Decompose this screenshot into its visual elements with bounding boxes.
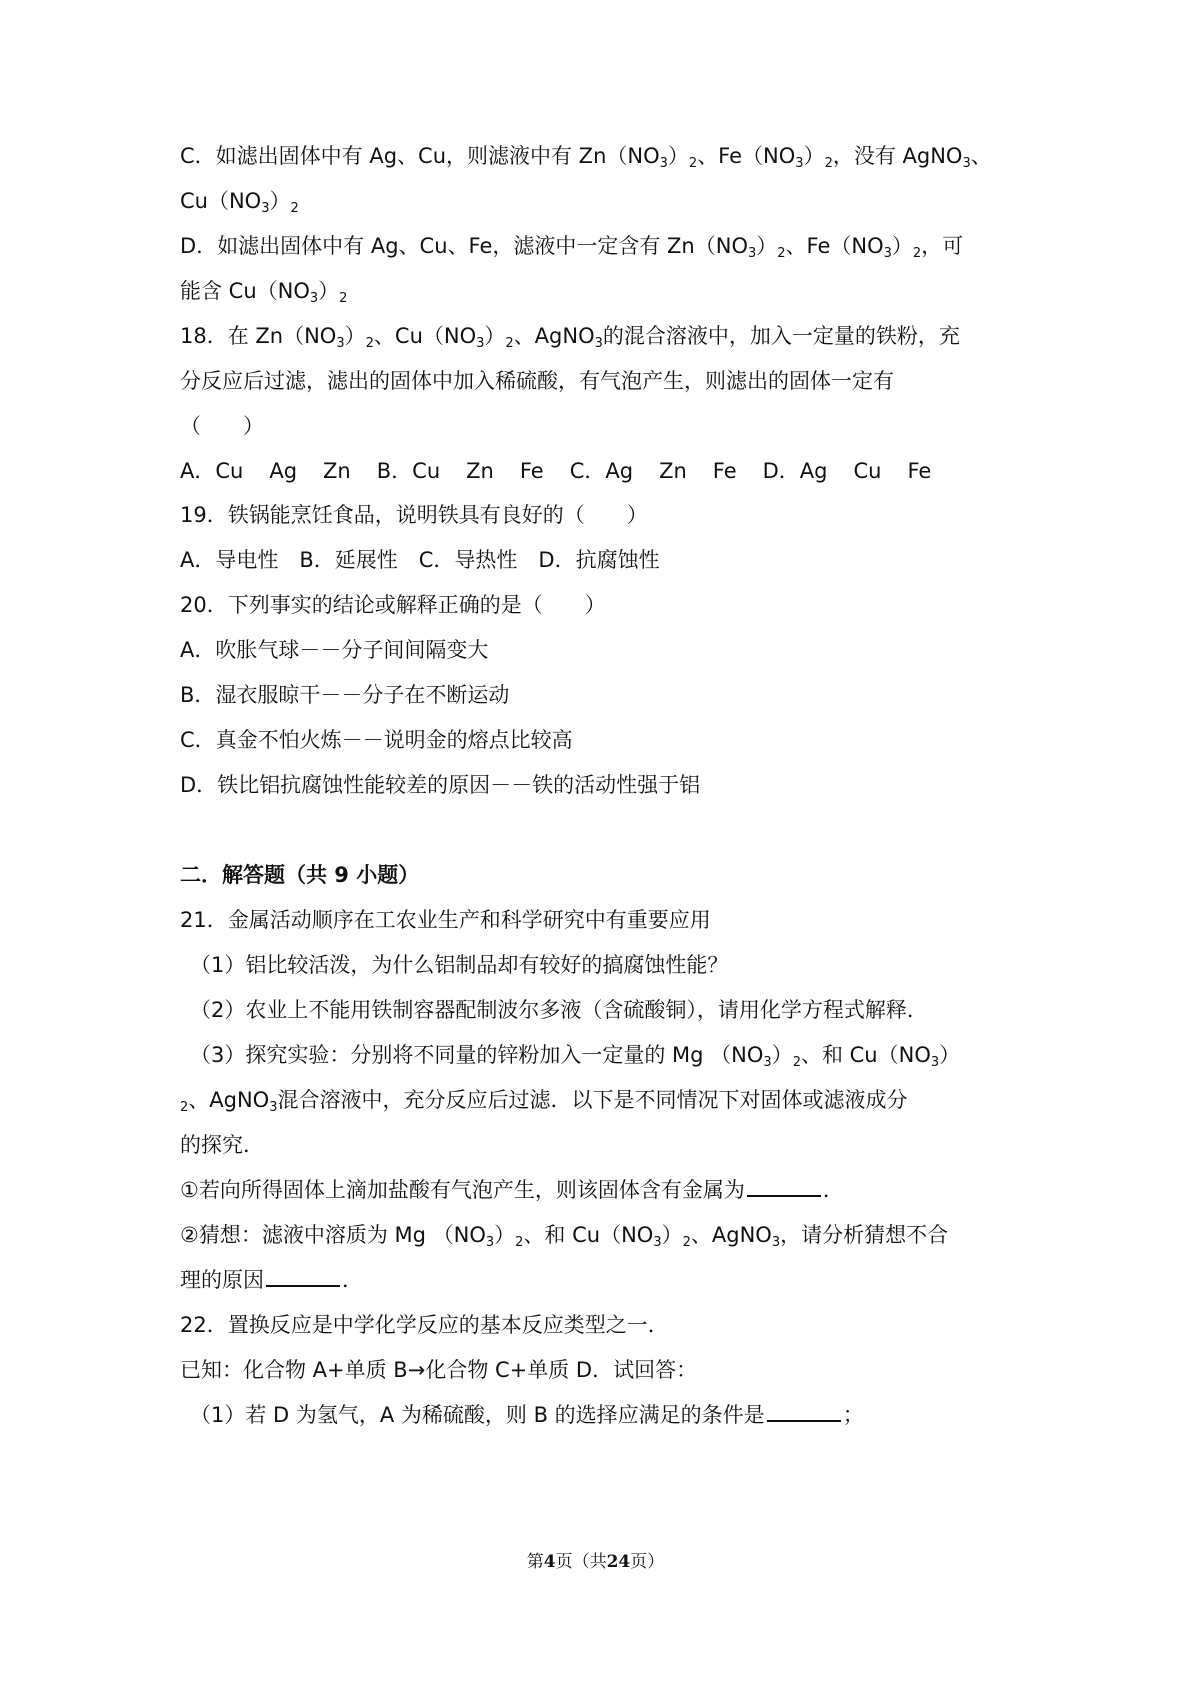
q20-option-b: B．湿衣服晾干－－分子在不断运动 xyxy=(180,683,510,707)
q21-part3-line1: （3）探究实验：分别将不同量的锌粉加入一定量的 Mg $(NO_3)_2$、和 $Cu(NO_3)$ xyxy=(190,1043,961,1070)
section-heading: 二．解答题（共 9 小题） xyxy=(180,863,420,887)
q18-opt: Zn xyxy=(323,459,351,483)
q18-stem-line2: 分反应后过滤，滤出的固体中加入稀硫酸，有气泡产生，则滤出的固体一定有 xyxy=(180,369,894,393)
q18-opt: Ag xyxy=(269,459,298,483)
q22-stem: 22．置换反应是中学化学反应的基本反应类型之一． xyxy=(180,1313,669,1337)
q20-stem: 20．下列事实的结论或解释正确的是（ ） xyxy=(180,593,606,617)
q18-opt: Fe xyxy=(907,459,932,483)
page-total: 24 xyxy=(606,1552,631,1572)
q21-sub2-line1: ②猜想：滤液中溶质为 Mg $(NO_3)_2$、和 $Cu(NO_3)_2$、AgNO$_3$，请分析猜想不合 xyxy=(180,1223,949,1250)
q17-option-d-line1: D．如滤出固体中有 Ag、Cu、Fe，滤液中一定含有 $Zn(NO_3)_2$、$Fe(NO_3)_2$，可 xyxy=(180,234,964,261)
answer-blank[interactable] xyxy=(767,1402,841,1422)
q20-option-c: C．真金不怕火炼－－说明金的熔点比较高 xyxy=(180,728,573,752)
page-number: 4 xyxy=(543,1552,556,1572)
q17-option-c-line1: C．如滤出固体中有 Ag、Cu，则滤液中有 $Zn(NO_3)_2$、$Fe(NO_3)_2$，没有 AgNO$_3$、 xyxy=(180,144,992,171)
q18-opt: Fe xyxy=(519,459,544,483)
q21-stem: 21．金属活动顺序在工农业生产和科学研究中有重要应用 xyxy=(180,908,711,932)
q18-opt: A．Cu xyxy=(180,459,244,483)
q21-sub1: ①若向所得固体上滴加盐酸有气泡产生，则该固体含有金属为 ． xyxy=(180,1178,844,1202)
q17-option-c-line2: $Cu(NO_3)_2$ xyxy=(180,189,299,216)
q21-part3-line3: 的探究． xyxy=(180,1133,264,1157)
q18-opt: C．Ag xyxy=(569,459,634,483)
q18-options xyxy=(180,457,957,485)
q18-stem-line1: 18．在 $Zn(NO_3)_2$、$Cu(NO_3)_2$、AgNO$_3$的混合溶液中，加入一定量的铁粉，充 xyxy=(180,324,960,351)
q18-stem-line3: （ ） xyxy=(180,414,264,438)
answer-blank[interactable] xyxy=(266,1267,340,1287)
q20-option-a: A．吹胀气球－－分子间间隔变大 xyxy=(180,638,489,662)
q21-part3-line2: $_2$、AgNO$_3$混合溶液中，充分反应后过滤．以下是不同情况下对固体或滤液成分 xyxy=(180,1088,908,1115)
page-footer: 第4页（共24页） xyxy=(526,1552,665,1572)
q18-opt: B．Cu xyxy=(376,459,441,483)
q17-option-d-line2: 能含 $Cu(NO_3)_2$ xyxy=(180,279,348,306)
q18-opt: Zn xyxy=(659,459,687,483)
answer-blank[interactable] xyxy=(747,1177,821,1197)
q19-options: A．导电性 B．延展性 C．导热性 D．抗腐蚀性 xyxy=(180,548,660,572)
q18-opt: Zn xyxy=(466,459,494,483)
q22-part1: （1）若 D 为氢气，A 为稀硫酸，则 B 的选择应满足的条件是 ； xyxy=(190,1403,864,1427)
q18-opt: Fe xyxy=(712,459,737,483)
q21-sub2-line2: 理的原因 ． xyxy=(180,1268,363,1292)
q21-part1: （1）铝比较活泼，为什么铝制品却有较好的搞腐蚀性能？ xyxy=(190,953,729,977)
q18-opt: Cu xyxy=(853,459,882,483)
q20-option-d: D．铁比铝抗腐蚀性能较差的原因－－铁的活动性强于铝 xyxy=(180,773,701,797)
q22-known: 已知：化合物 A+单质 B→化合物 C+单质 D．试回答： xyxy=(180,1358,698,1382)
q21-part2: （2）农业上不能用铁制容器配制波尔多液（含硫酸铜），请用化学方程式解释． xyxy=(190,998,928,1022)
q19-stem: 19．铁锅能烹饪食品，说明铁具有良好的（ ） xyxy=(180,503,648,527)
q18-opt: D．Ag xyxy=(762,459,828,483)
